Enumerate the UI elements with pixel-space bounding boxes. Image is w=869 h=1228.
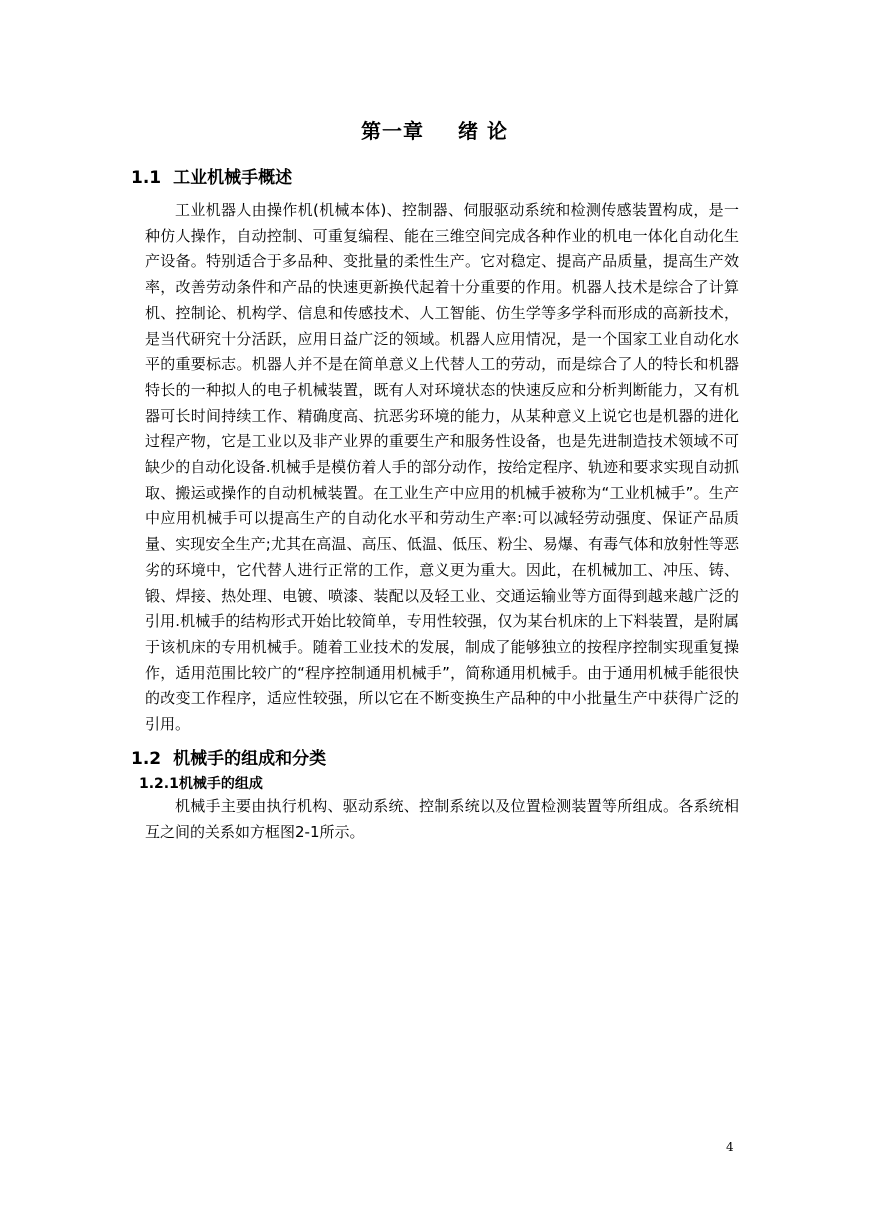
section-title: 机械手的组成和分类	[173, 749, 327, 769]
page-number: 4	[726, 1140, 734, 1154]
section-heading-1-2	[131, 744, 326, 769]
section-title: 工业机械手概述	[173, 168, 293, 188]
chapter-title	[0, 115, 869, 144]
section-heading-1-1	[131, 163, 292, 188]
chapter-name: 绪 论	[458, 119, 508, 143]
body-paragraph-1-1: 工业机器人由操作机(机械本体)、控制器、伺服驱动系统和检测传感装置构成，是一种仿人操作，自动控制、可重复编程、能在三维空间完成各种作业的机电一体化自动化生产设备。特别适合于多品种、变批量的柔性生产。它对稳定、提高产品质量，提高生产效率，改善劳动条件和产品的快速更新换代起着十分重要的作用。机器人技术是综合了计算机、控制论、机构学、信息和传感技术、人工智能、仿生学等多学科而形成的高新技术，是当代研究十分活跃，应用日益广泛的领域。机器人应用情况，是一个国家工业自动化水平的重要标志。机器人并不是在简单意义上代替人工的劳动，而是综合了人的特长和机器特长的一种拟人的电子机械装置，既有人对环境状态的快速反应和分析判断能力，又有机器可长时间持续工作、精确度高、抗恶劣环境的能力，从某种意义上说它也是机器的进化过程产物，它是工业以及非产业界的重要生产和服务性设备，也是先进制造技术领域不可缺少的自动化设备.机械手是模仿着人手的部分动作，按给定程序、轨迹和要求实现自动抓取、搬运或操作的自动机械装置。在工业生产中应用的机械手被称为“工业机械手”。生产中应用机械手可以提高生产的自动化水平和劳动生产率:可以减轻劳动强度、保证产品质量、实现安全生产;尤其在高温、高压、低温、低压、粉尘、易爆、有毒气体和放射性等恶劣的环境中，它代替人进行正常的工作，意义更为重大。因此，在机械加工、冲压、铸、锻、焊接、热处理、电镀、喷漆、装配以及轻工业、交通运输业等方面得到越来越广泛的引用.机械手的结构形式开始比较简单，专用性较强，仅为某台机床的上下料装置，是附属于该机床的专用机械手。随着工业技术的发展，制成了能够独立的按程序控制实现重复操作，适用范围比较广的“程序控制通用机械手”，简称通用机械手。由于通用机械手能很快的改变工作程序，适应性较强，所以它在不断变换生产品种的中小批量生产中获得广泛的引用。	[145, 201, 739, 734]
chapter-label: 第一章	[361, 119, 425, 143]
subsection-heading-1-2-1: 1.2.1机械手的组成	[139, 776, 263, 792]
body-paragraph-1-2-1: 机械手主要由执行机构、驱动系统、控制系统以及位置检测装置等所组成。各系统相互之间的关系如方框图2-1所示。	[145, 797, 739, 841]
section-number: 1.1	[131, 168, 162, 188]
section-number: 1.2	[131, 749, 162, 769]
